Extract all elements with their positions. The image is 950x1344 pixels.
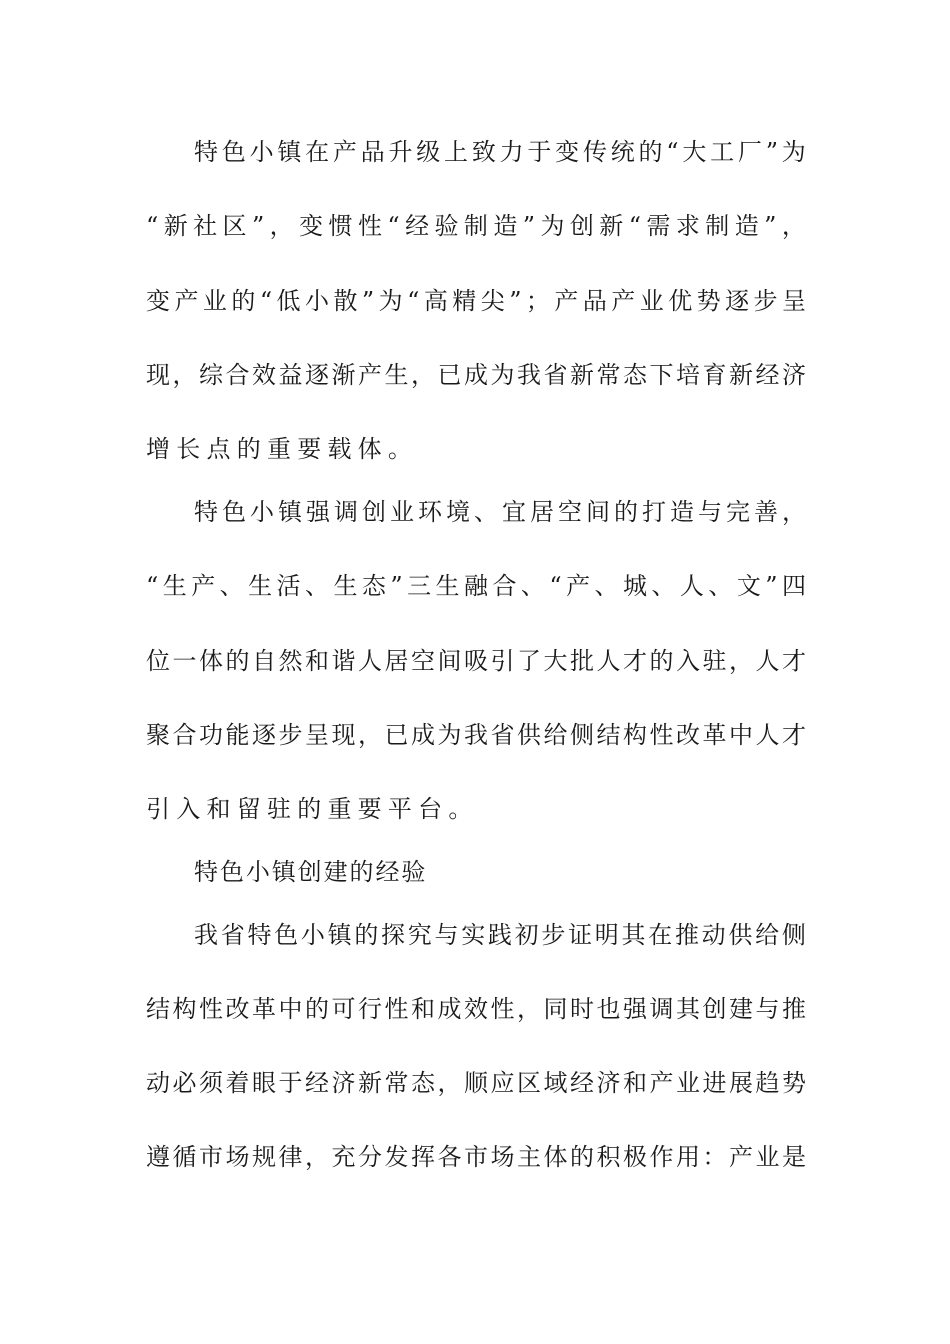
paragraph-1-line-4: 现 ， 综 合 效 益 逐 渐 产 生 ， 已 成 为 我 省 新 常 态 下 培 育 新 经 济 [146, 361, 806, 389]
paragraph-1-line-2: “ 新 社 区 ” ， 变 惯 性 “ 经 验 制 造 ” 为 创 新 “ 需 求 制 造 ” ， [146, 212, 806, 240]
paragraph-2-line-5: 引入和留驻的重要平台。 [146, 795, 479, 823]
paragraph-2-line-1: 特 色 小 镇 强 调 创 业 环 境 、 宜 居 空 间 的 打 造 与 完 善 ， [194, 498, 806, 526]
paragraph-1-line-3: 变 产 业 的 “ 低 小 散 ” 为 “ 高 精 尖 ” ； 产 品 产 业 优 势 逐 步 呈 [146, 287, 806, 315]
paragraph-2-line-4: 聚 合 功 能 逐 步 呈 现 ， 已 成 为 我 省 供 给 侧 结 构 性 改 革 中 人 才 [146, 721, 806, 749]
paragraph-3-line-3: 动 必 须 着 眼 于 经 济 新 常 态 ， 顺 应 区 域 经 济 和 产 业 进 展 趋 势 [146, 1069, 806, 1097]
paragraph-3-line-4: 遵 循 市 场 规 律 ， 充 分 发 挥 各 市 场 主 体 的 积 极 作 用 ： 产 业 是 [146, 1143, 806, 1171]
paragraph-1-line-5: 增长点的重要载体。 [146, 435, 419, 463]
section-heading: 特色小镇创建的经验 [194, 858, 428, 886]
paragraph-2-line-3: 位 一 体 的 自 然 和 谐 人 居 空 间 吸 引 了 大 批 人 才 的 入 驻 ， 人 才 [146, 647, 806, 675]
paragraph-2-line-2: “ 生 产 、 生 活 、 生 态 ” 三 生 融 合 、 “ 产 、 城 、 人 、 文 ” 四 [146, 572, 806, 600]
paragraph-3-line-2: 结 构 性 改 革 中 的 可 行 性 和 成 效 性 ， 同 时 也 强 调 其 创 建 与 推 [146, 995, 806, 1023]
paragraph-1-line-1: 特 色 小 镇 在 产 品 升 级 上 致 力 于 变 传 统 的 “ 大 工 厂 ” 为 [194, 138, 806, 166]
paragraph-3-line-1: 我 省 特 色 小 镇 的 探 究 与 实 践 初 步 证 明 其 在 推 动 供 给 侧 [194, 921, 806, 949]
